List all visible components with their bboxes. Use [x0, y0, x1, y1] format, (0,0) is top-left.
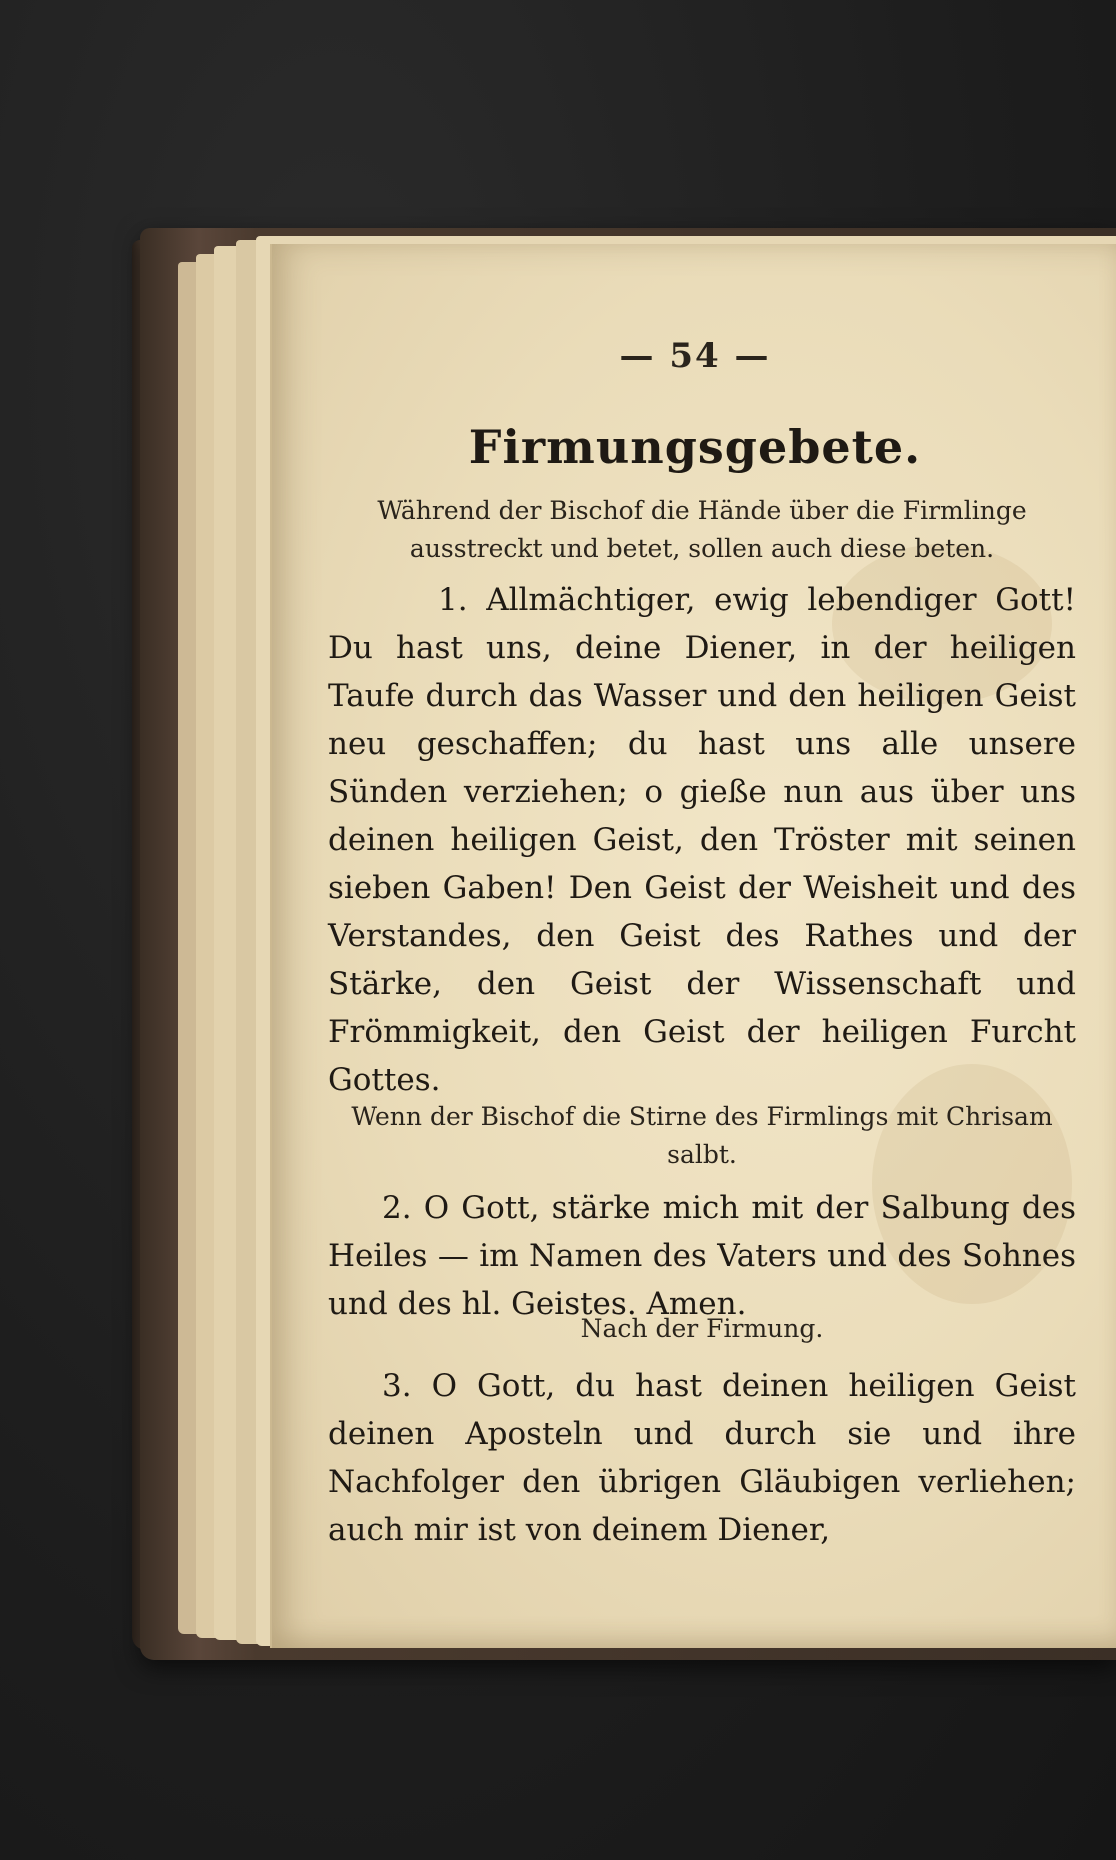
- page-title: Firmungsgebete.: [468, 420, 922, 474]
- page-number: — 54 —: [619, 336, 771, 376]
- prayer-paragraph: 3. O Gott, du hast deinen heiligen Geist deinen Aposteln und durch sie und ihre Nachfolger den übrigen Gläubigen verliehen; auch mir ist von deinem Diener,: [328, 1368, 1076, 1548]
- prayer-paragraph: 1. Allmächtiger, ewig lebendiger Gott! Du hast uns, deine Diener, in der heiligen Taufe durch das Wasser und den heiligen Geist neu geschaffen; du hast uns alle unsere Sünden verziehen; o gieße nun aus über uns deinen heiligen Geist, den Tröster mit seinen sieben Gaben! Den Geist der Weisheit und des Verstandes, den Geist des Rathes und der Stärke, den Geist der Wissenschaft und Frömmigkeit, den Geist der heiligen Furcht Gottes.: [328, 582, 1076, 1098]
- book-page: [270, 244, 1116, 1648]
- rubric-heading: Nach der Firmung.: [580, 1314, 824, 1343]
- prayer-paragraph: 2. O Gott, stärke mich mit der Salbung des Heiles — im Namen des Vaters und des Sohnes und des hl. Geistes. Amen.: [328, 1190, 1076, 1322]
- rubric-instruction: Wenn der Bischof die Stirne des Firmlings mit Chrisam salbt.: [351, 1102, 1053, 1169]
- rubric-instruction: Während der Bischof die Hände über die Firmlinge ausstreckt und betet, sollen auch diese beten.: [377, 496, 1027, 563]
